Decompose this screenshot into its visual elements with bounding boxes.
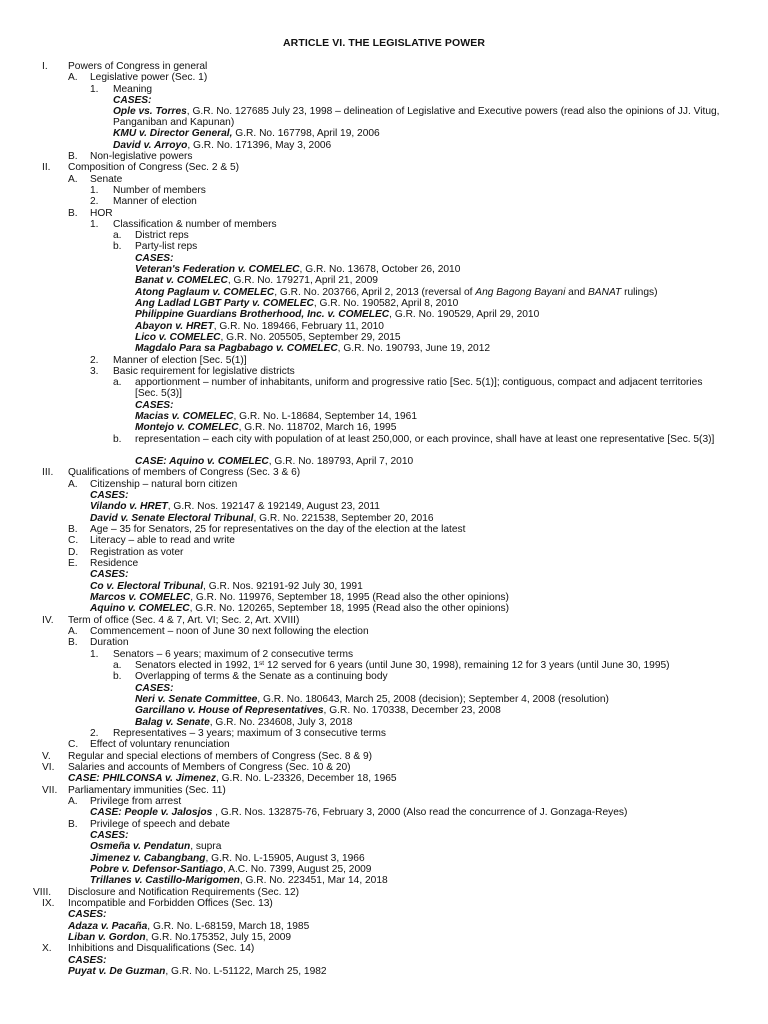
text-segment: Senators elected in 1992, 1 xyxy=(135,660,260,671)
outline-text xyxy=(113,366,295,377)
document-title: ARTICLE VI. THE LEGISLATIVE POWER xyxy=(282,37,486,49)
case-name: CASES: xyxy=(90,490,129,501)
text-segment: representation – each city with population of at least 250,000, or each province, shall have at least one representative [Sec. 5(3)] xyxy=(135,434,715,445)
text-segment: Representatives – 3 years; maximum of 3 consecutive terms xyxy=(113,728,386,739)
outline-text xyxy=(68,955,107,966)
outline-marker: B. xyxy=(68,208,78,219)
text-segment: Number of members xyxy=(113,185,206,196)
text-segment: Meaning xyxy=(113,84,153,95)
outline-text xyxy=(90,581,363,592)
outline-text xyxy=(135,241,197,252)
outline-text xyxy=(135,422,396,433)
outline-text xyxy=(90,513,434,524)
text-segment: BANAT xyxy=(588,287,622,298)
text-segment: , G.R. No. L-68159, March 18, 1985 xyxy=(147,921,310,932)
case-name: Veteran's Federation v. COMELEC xyxy=(135,264,300,275)
case-name: CASES: xyxy=(68,955,107,966)
text-segment: Ang Bagong Bayani xyxy=(475,287,566,298)
outline-marker: II. xyxy=(42,162,51,173)
case-name: Aquino v. COMELEC xyxy=(90,603,190,614)
case-name: Marcos v. COMELEC xyxy=(90,592,191,603)
outline-text xyxy=(90,72,207,83)
case-name: CASES: xyxy=(113,95,152,106)
outline-marker: B. xyxy=(68,637,78,648)
case-name: Macias v. COMELEC xyxy=(135,411,234,422)
text-segment: Parliamentary immunities (Sec. 11) xyxy=(68,785,226,796)
outline-text xyxy=(90,558,138,569)
text-segment: Privilege of speech and debate xyxy=(90,819,230,830)
text-segment: Citizenship – natural born citizen xyxy=(90,479,238,490)
outline-marker: III. xyxy=(42,467,54,478)
case-name: David v. Senate Electoral Tribunal xyxy=(90,513,254,524)
text-segment: Legislative power (Sec. 1) xyxy=(90,72,208,83)
outline-text xyxy=(113,185,206,196)
text-segment: Privilege from arrest xyxy=(90,796,182,807)
case-name: CASE: Aquino v. COMELEC xyxy=(135,456,269,467)
text-segment: Disclosure and Notification Requirements (Sec. 12) xyxy=(68,887,300,898)
text-segment: , G.R. No. L-15905, August 3, 1966 xyxy=(205,853,365,864)
outline-text xyxy=(135,671,388,682)
outline-text xyxy=(135,275,378,286)
text-segment: , supra xyxy=(190,841,222,852)
text-segment: 12 served for 6 years (until June 30, 1998), remaining 12 for 3 years (until June 30, 1995) xyxy=(264,660,670,671)
text-segment: , G.R. No. 190582, April 8, 2010 xyxy=(313,298,459,309)
outline-text xyxy=(90,637,129,648)
outline-text xyxy=(68,898,273,909)
text-segment: , G.R. No. 13678, October 26, 2010 xyxy=(299,264,461,275)
outline-marker: A. xyxy=(68,796,78,807)
case-name: Balag v. Senate xyxy=(135,717,210,728)
outline-text xyxy=(68,615,299,626)
text-segment: , G.R. No. 170338, December 23, 2008 xyxy=(323,705,501,716)
outline-marker: IV. xyxy=(42,615,54,626)
outline-text xyxy=(90,864,371,875)
text-segment: , G.R. No. 234608, July 3, 2018 xyxy=(209,717,353,728)
outline-text xyxy=(135,377,725,400)
text-segment: Salaries and accounts of Members of Congress (Sec. 10 & 20) xyxy=(68,762,351,773)
outline-text xyxy=(135,411,417,422)
text-segment: Manner of election xyxy=(113,196,197,207)
outline-text xyxy=(90,853,365,864)
outline-marker: IX. xyxy=(42,898,55,909)
case-name: Ople vs. Torres xyxy=(113,106,187,117)
text-segment: , G.R. No. 189466, February 11, 2010 xyxy=(213,321,384,332)
text-segment: , A.C. No. 7399, August 25, 2009 xyxy=(223,864,372,875)
outline-text xyxy=(90,490,129,501)
outline-text xyxy=(90,547,183,558)
text-segment: , G.R. Nos. 92191-92 July 30, 1991 xyxy=(203,581,363,592)
outline-text xyxy=(90,151,193,162)
outline-text xyxy=(90,208,113,219)
case-name: Trillanes v. Castillo-Marigomen xyxy=(90,875,240,886)
text-segment: Party-list reps xyxy=(135,241,198,252)
outline-text xyxy=(113,84,152,95)
outline-text xyxy=(90,841,221,852)
text-segment: G.R. No. 167798, April 19, 2006 xyxy=(232,128,380,139)
outline-text xyxy=(113,128,380,139)
text-segment: Registration as voter xyxy=(90,547,184,558)
outline-text xyxy=(90,626,369,637)
outline-text xyxy=(135,230,189,241)
outline-marker: C. xyxy=(68,535,79,546)
outline-text xyxy=(90,875,388,886)
case-name: Magdalo Para sa Pagbabago v. COMELEC xyxy=(135,343,338,354)
case-name: KMU v. Director General, xyxy=(113,128,233,139)
outline-marker: 2. xyxy=(90,355,99,366)
outline-text xyxy=(135,264,460,275)
outline-text xyxy=(135,694,609,705)
text-segment: Basic requirement for legislative districts xyxy=(113,366,295,377)
outline-marker: 1. xyxy=(90,219,99,230)
text-segment: , G.R. No. 223451, Mar 14, 2018 xyxy=(239,875,388,886)
text-segment: Senate xyxy=(90,174,123,185)
outline-text xyxy=(90,479,237,490)
outline-text xyxy=(135,717,352,728)
text-segment: , G.R. No. L-23326, December 18, 1965 xyxy=(215,773,397,784)
case-name: Vilando v. HRET xyxy=(90,501,168,512)
case-name: Garcillano v. House of Representatives xyxy=(135,705,324,716)
case-name: Puyat v. De Guzman xyxy=(68,966,166,977)
outline-marker: B. xyxy=(68,524,78,535)
text-segment: Age – 35 for Senators, 25 for representatives on the day of the election at the latest xyxy=(90,524,466,535)
text-segment: , G.R. No. L-51122, March 25, 1982 xyxy=(165,966,327,977)
outline-text xyxy=(68,467,300,478)
text-segment: Duration xyxy=(90,637,129,648)
case-name: Liban v. Gordon xyxy=(68,932,146,943)
text-segment: Powers of Congress in general xyxy=(68,61,208,72)
text-segment: , G.R. No.175352, July 15, 2009 xyxy=(145,932,292,943)
outline-marker: b. xyxy=(113,671,122,682)
outline-text xyxy=(135,321,384,332)
text-segment: Manner of election [Sec. 5(1)] xyxy=(113,355,247,366)
outline-marker: A. xyxy=(68,72,78,83)
case-name: Osmeña v. Pendatun xyxy=(90,841,191,852)
outline-text xyxy=(68,785,226,796)
text-segment: Residence xyxy=(90,558,139,569)
outline-text xyxy=(68,751,372,762)
outline-marker: 2. xyxy=(90,728,99,739)
outline-text xyxy=(135,253,174,264)
text-segment: , G.R. Nos. 132875-76, February 3, 2000 (Also read the concurrence of J. Gonzaga-Reyes) xyxy=(212,807,628,818)
case-name: CASES: xyxy=(135,253,174,264)
text-segment: , G.R. No. 127685 July 23, 1998 – delineation of Legislative and Executive powers (read also the opinions of JJ. Vitug, Panganiban and Kapunan) xyxy=(113,106,720,129)
case-name: CASE: People v. Jalosjos xyxy=(90,807,213,818)
outline-marker: 2. xyxy=(90,196,99,207)
outline-text xyxy=(135,660,670,671)
case-name: CASES: xyxy=(90,830,129,841)
outline-text xyxy=(68,921,309,932)
outline-text xyxy=(135,683,174,694)
case-name: Atong Paglaum v. COMELEC xyxy=(135,287,275,298)
text-segment: , G.R. No. L-18684, September 14, 1961 xyxy=(233,411,418,422)
text-segment: , G.R. No. 189793, April 7, 2010 xyxy=(268,456,414,467)
outline-marker: A. xyxy=(68,626,78,637)
outline-marker: 1. xyxy=(90,649,99,660)
outline-text xyxy=(68,966,327,977)
text-segment: , G.R. No. 180643, March 25, 2008 (decision); September 4, 2008 (resolution) xyxy=(257,694,609,705)
outline-text xyxy=(135,309,539,320)
outline-text xyxy=(135,343,490,354)
outline-marker: D. xyxy=(68,547,79,558)
outline-text xyxy=(113,649,353,660)
case-name: Banat v. COMELEC xyxy=(135,275,228,286)
outline-text xyxy=(135,705,501,716)
text-segment: Inhibitions and Disqualifications (Sec. 14) xyxy=(68,943,255,954)
outline-marker: VIII. xyxy=(33,887,52,898)
text-segment: , G.R. Nos. 192147 & 192149, August 23, 2011 xyxy=(167,501,380,512)
text-segment: Classification & number of members xyxy=(113,219,277,230)
outline-text xyxy=(68,762,351,773)
outline-marker: 1. xyxy=(90,185,99,196)
case-name: CASE: PHILCONSA v. Jimenez xyxy=(68,773,216,784)
text-segment: Term of office (Sec. 4 & 7, Art. VI; Sec. 2, Art. XVIII) xyxy=(68,615,300,626)
text-segment: HOR xyxy=(90,208,113,219)
text-segment: Effect of voluntary renunciation xyxy=(90,739,230,750)
text-segment: , G.R. No. 190793, June 19, 2012 xyxy=(337,343,491,354)
text-segment: Incompatible and Forbidden Offices (Sec. 13) xyxy=(68,898,273,909)
text-segment: and xyxy=(565,287,589,298)
outline-text xyxy=(113,196,197,207)
outline-text xyxy=(68,909,107,920)
outline-text xyxy=(135,434,725,445)
outline-marker: a. xyxy=(113,230,122,241)
case-name: Pobre v. Defensor-Santiago xyxy=(90,864,224,875)
case-name: CASES: xyxy=(90,569,129,580)
outline-text xyxy=(135,287,657,298)
outline-marker: E. xyxy=(68,558,78,569)
outline-text xyxy=(90,569,129,580)
outline-marker: I. xyxy=(42,61,48,72)
outline-text xyxy=(90,524,465,535)
text-segment: , G.R. No. 119976, September 18, 1995 (Read also the other opinions) xyxy=(190,592,509,603)
text-segment: , G.R. No. 203766, April 2, 2013 (reversal of xyxy=(274,287,476,298)
text-segment: , G.R. No. 190529, April 29, 2010 xyxy=(389,309,540,320)
text-segment: st xyxy=(259,660,265,667)
outline-marker: B. xyxy=(68,151,78,162)
text-segment: , G.R. No. 205505, September 29, 2015 xyxy=(220,332,401,343)
outline-text xyxy=(113,95,152,106)
outline-text xyxy=(113,219,277,230)
outline-text xyxy=(68,887,299,898)
case-name: Jimenez v. Cabangbang xyxy=(90,853,206,864)
text-segment: , G.R. No. 221538, September 20, 2016 xyxy=(253,513,434,524)
outline-text xyxy=(90,174,122,185)
outline-marker: A. xyxy=(68,174,78,185)
text-segment: Commencement – noon of June 30 next following the election xyxy=(90,626,369,637)
case-name: Philippine Guardians Brotherhood, Inc. v. COMELEC xyxy=(135,309,390,320)
case-name: Abayon v. HRET xyxy=(135,321,214,332)
case-name: CASES: xyxy=(135,400,174,411)
text-segment: apportionment – number of inhabitants, uniform and progressive ratio [Sec. 5(1)]; contiguous, compact and adjacent territories [Sec. 5(3)] xyxy=(135,377,703,400)
text-segment: Qualifications of members of Congress (Sec. 3 & 6) xyxy=(68,467,301,478)
outline-text xyxy=(68,61,207,72)
outline-marker: 1. xyxy=(90,84,99,95)
outline-text xyxy=(113,355,247,366)
outline-text xyxy=(90,501,380,512)
outline-text xyxy=(90,830,129,841)
outline-text xyxy=(90,592,509,603)
text-segment: Composition of Congress (Sec. 2 & 5) xyxy=(68,162,239,173)
case-name: Neri v. Senate Committee xyxy=(135,694,258,705)
outline-text xyxy=(113,728,386,739)
outline-text xyxy=(90,807,627,818)
outline-text xyxy=(90,819,230,830)
outline-text xyxy=(90,535,235,546)
outline-marker: b. xyxy=(113,241,122,252)
outline-marker: a. xyxy=(113,660,122,671)
text-segment: , G.R. No. 171396, May 3, 2006 xyxy=(187,140,332,151)
case-name: Ang Ladlad LGBT Party v. COMELEC xyxy=(135,298,314,309)
case-name: Adaza v. Pacaña xyxy=(68,921,148,932)
text-segment: , G.R. No. 118702, March 16, 1995 xyxy=(238,422,397,433)
text-segment: Non-legislative powers xyxy=(90,151,193,162)
outline-marker: 3. xyxy=(90,366,99,377)
case-name: Montejo v. COMELEC xyxy=(135,422,239,433)
outline-marker: VII. xyxy=(42,785,58,796)
text-segment: , G.R. No. 179271, April 21, 2009 xyxy=(227,275,378,286)
outline-text xyxy=(135,400,174,411)
text-segment: Overlapping of terms & the Senate as a continuing body xyxy=(135,671,388,682)
outline-text xyxy=(68,162,239,173)
outline-text xyxy=(113,106,733,129)
case-name: Co v. Electoral Tribunal xyxy=(90,581,204,592)
text-segment: Senators – 6 years; maximum of 2 consecutive terms xyxy=(113,649,354,660)
text-segment: rulings) xyxy=(621,287,658,298)
outline-marker: A. xyxy=(68,479,78,490)
outline-text xyxy=(68,943,254,954)
case-name: CASES: xyxy=(135,683,174,694)
text-segment: District reps xyxy=(135,230,189,241)
outline-marker: a. xyxy=(113,377,122,388)
outline-text xyxy=(135,456,413,467)
outline-marker: C. xyxy=(68,739,79,750)
text-segment: Literacy – able to read and write xyxy=(90,535,235,546)
outline-text xyxy=(90,603,509,614)
outline-marker: VI. xyxy=(42,762,55,773)
outline-text xyxy=(90,739,230,750)
text-segment: , G.R. No. 120265, September 18, 1995 (Read also the other opinions) xyxy=(189,603,510,614)
outline-marker: b. xyxy=(113,434,122,445)
outline-marker: X. xyxy=(42,943,52,954)
outline-text xyxy=(90,796,181,807)
case-name: CASES: xyxy=(68,909,107,920)
text-segment: Regular and special elections of members of Congress (Sec. 8 & 9) xyxy=(68,751,373,762)
outline-text xyxy=(135,298,458,309)
case-name: David v. Arroyo xyxy=(113,140,188,151)
outline-text xyxy=(135,332,401,343)
outline-marker: B. xyxy=(68,819,78,830)
outline-text xyxy=(68,932,291,943)
outline-marker: V. xyxy=(42,751,51,762)
case-name: Lico v. COMELEC xyxy=(135,332,221,343)
outline-text xyxy=(113,140,331,151)
outline-text xyxy=(68,773,397,784)
